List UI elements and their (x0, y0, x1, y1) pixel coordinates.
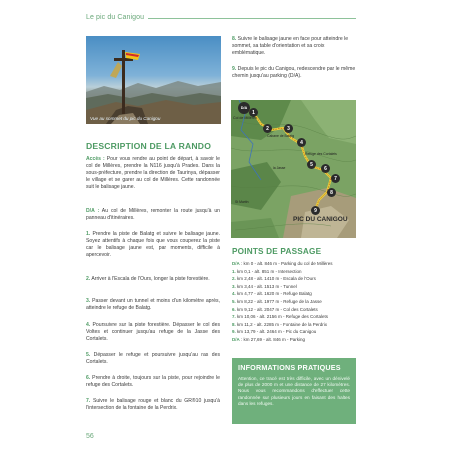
map-marker: D/A (238, 102, 250, 114)
map-marker: 3 (284, 124, 293, 133)
step-number: 2. (86, 276, 91, 282)
waypoint-key: 3. (232, 283, 236, 289)
step-text: Suivre le balisage rouge et blanc du GR®10 jusqu'à l'intersection de la fontaine de la Perdrix. (86, 398, 220, 412)
map-marker: 6 (321, 164, 330, 173)
map-marker: 8 (327, 188, 336, 197)
step-text: Dépasser le refuge et poursuivre jusqu'au ras des Cortalets. (86, 352, 220, 366)
photo-caption: Vue au sommet du pic du Canigou (90, 116, 161, 121)
waypoint-item (232, 268, 356, 276)
step-number: 8. (232, 36, 237, 42)
waypoint-text: km 0,1 - alt. 851 m - Intersection (235, 268, 302, 274)
step-7 (86, 398, 220, 412)
waypoint-item (232, 306, 356, 314)
header-rule (148, 18, 356, 19)
step-5 (86, 352, 220, 366)
waypoint-key: 8. (232, 321, 236, 327)
access-text: Pour vous rendre au point de départ, à savoir le col de Millères, prendre la N116 jusqu'à Prades. Dans la sous-préfecture, prendre la direction de Taurinya, dépasser le village et se garer au col de Millères. Cette randonnée suit le balisage jaune. (86, 156, 220, 191)
waypoint-text: km 8,22 - alt. 1977 m - Refuge de la Jasse (235, 298, 322, 304)
map-label-peak: PIC DU CANIGOU (293, 216, 348, 223)
waypoint-text: km 4,77 - alt. 1620 m - Refuge Balatg (235, 291, 312, 297)
map-label-col: Col de Millères (233, 116, 257, 120)
map-marker: 9 (311, 206, 320, 215)
waypoint-text: : km 0 - alt. 846 m - Parking du col de Millères (239, 261, 333, 266)
step-1 (86, 231, 220, 259)
map-marker: 4 (297, 138, 306, 147)
step-number: 9. (232, 66, 237, 72)
waypoint-item (232, 313, 356, 321)
step-text: Depuis le pic du Canigou, redescendre par le même chemin jusqu'au parking (D/A). (232, 66, 356, 80)
step-number: 7. (86, 398, 91, 404)
waypoint-key: 5. (232, 298, 236, 304)
step-number: 1. (86, 231, 91, 237)
info-text: Attention, ce tracé est très difficile, avec un dénivelé de plus de 2000 m et une distance de 27 kilomètres. Nous vous recommandons d'effectuer cette randonnée sur plusieurs jours en faisant des haltes dans les refuges. (238, 376, 350, 406)
waypoint-text: : km 27,69 - alt. 846 m - Parking (239, 336, 306, 342)
da-text: Au col de Millères, remonter la route jusqu'à un panneau d'itinéraires. (86, 208, 220, 222)
running-header (86, 14, 356, 26)
step-2 (86, 276, 220, 283)
step-9 (232, 66, 356, 80)
waypoint-item (232, 328, 356, 336)
step-number: 6. (86, 375, 91, 381)
waypoint-key: 9. (232, 329, 236, 335)
step-text: Prendre à droite, toujours sur la piste, pour rejoindre le refuge des Cortalets. (86, 375, 220, 389)
step-number: 5. (86, 352, 91, 358)
waypoint-text: km 3,44 - alt. 1513 m - Tunnel (235, 283, 297, 289)
summit-photo-illustration (86, 36, 221, 124)
da-lead: D/A : (86, 208, 100, 214)
waypoint-key: D/A (232, 336, 240, 342)
waypoint-item (232, 290, 356, 298)
waypoint-item (232, 260, 356, 268)
map-marker: 2 (263, 124, 272, 133)
waypoint-text: km 13,79 - alt. 2464 m - Pic du Canigou (235, 329, 317, 335)
step-text: Prendre la piste de Balatg et suivre le balisage jaune. Soyez attentifs à chaque fois que vous couperez la piste car le balisage jaune est, par moments, difficile à apercevoir. (86, 231, 220, 259)
step-text: Arriver à l'Escala de l'Ours, longer la piste forestière. (90, 276, 210, 282)
da-paragraph (86, 208, 220, 222)
waypoint-key: 7. (232, 314, 236, 320)
waypoint-item (232, 298, 356, 306)
info-title: INFORMATIONS PRATIQUES (238, 363, 341, 372)
passage-heading: POINTS DE PASSAGE (232, 247, 322, 256)
access-lead: Accès : (86, 156, 105, 162)
map-label-refuge: Refuge des Cortalets (305, 152, 337, 156)
summit-photo (86, 36, 221, 124)
step-text: Suivre le balisage jaune en face pour atteindre le sommet, sa table d'orientation et sa croix emblématique. (232, 36, 349, 57)
waypoint-text: km 2,48 - alt. 1410 m - Escala de l'Ours (235, 276, 316, 282)
route-map (231, 100, 356, 238)
waypoint-key: 6. (232, 306, 236, 312)
step-3 (86, 298, 220, 312)
waypoint-text: km 11,2 - alt. 2285 m - Fontaine de la Perdrix (235, 321, 327, 327)
waypoint-key: 1. (232, 268, 236, 274)
step-8 (232, 36, 356, 57)
step-4 (86, 322, 220, 343)
waypoint-key: 4. (232, 291, 236, 297)
waypoint-key: D/A (232, 261, 240, 266)
description-heading: DESCRIPTION DE LA RANDO (86, 141, 212, 151)
map-label-crest: la Jasse (273, 166, 286, 170)
waypoint-list (232, 260, 356, 344)
map-marker: 7 (331, 174, 340, 183)
map-marker: 1 (249, 108, 258, 117)
waypoint-key: 2. (232, 276, 236, 282)
step-number: 4. (86, 322, 91, 328)
waypoint-item (232, 336, 356, 344)
waypoint-item (232, 275, 356, 283)
map-marker: 5 (307, 160, 316, 169)
waypoint-text: km 9,12 - alt. 2047 m - Col des Cortalets (235, 306, 318, 312)
step-text: Poursuivre sur la piste forestière. Dépasser le col des Voltes et continuer jusqu'au refuge de la Jasse des Cortalets. (86, 322, 220, 343)
access-paragraph (86, 156, 220, 191)
info-box (232, 358, 356, 424)
header-title: Le pic du Canigou (86, 14, 145, 21)
step-number: 3. (86, 298, 91, 304)
map-label-cabane: Cabane de Balatg (267, 134, 295, 138)
step-text: Passer devant un tunnel et moins d'un kilomètre après, atteindre le refuge de Balatg. (86, 298, 220, 312)
waypoint-item (232, 283, 356, 291)
page-number: 56 (86, 433, 94, 440)
waypoint-text: km 10,06 - alt. 2156 m - Refuge des Cortalets (235, 314, 329, 320)
map-label-sainte: St Martin (235, 200, 249, 204)
step-6 (86, 375, 220, 389)
waypoint-item (232, 321, 356, 329)
